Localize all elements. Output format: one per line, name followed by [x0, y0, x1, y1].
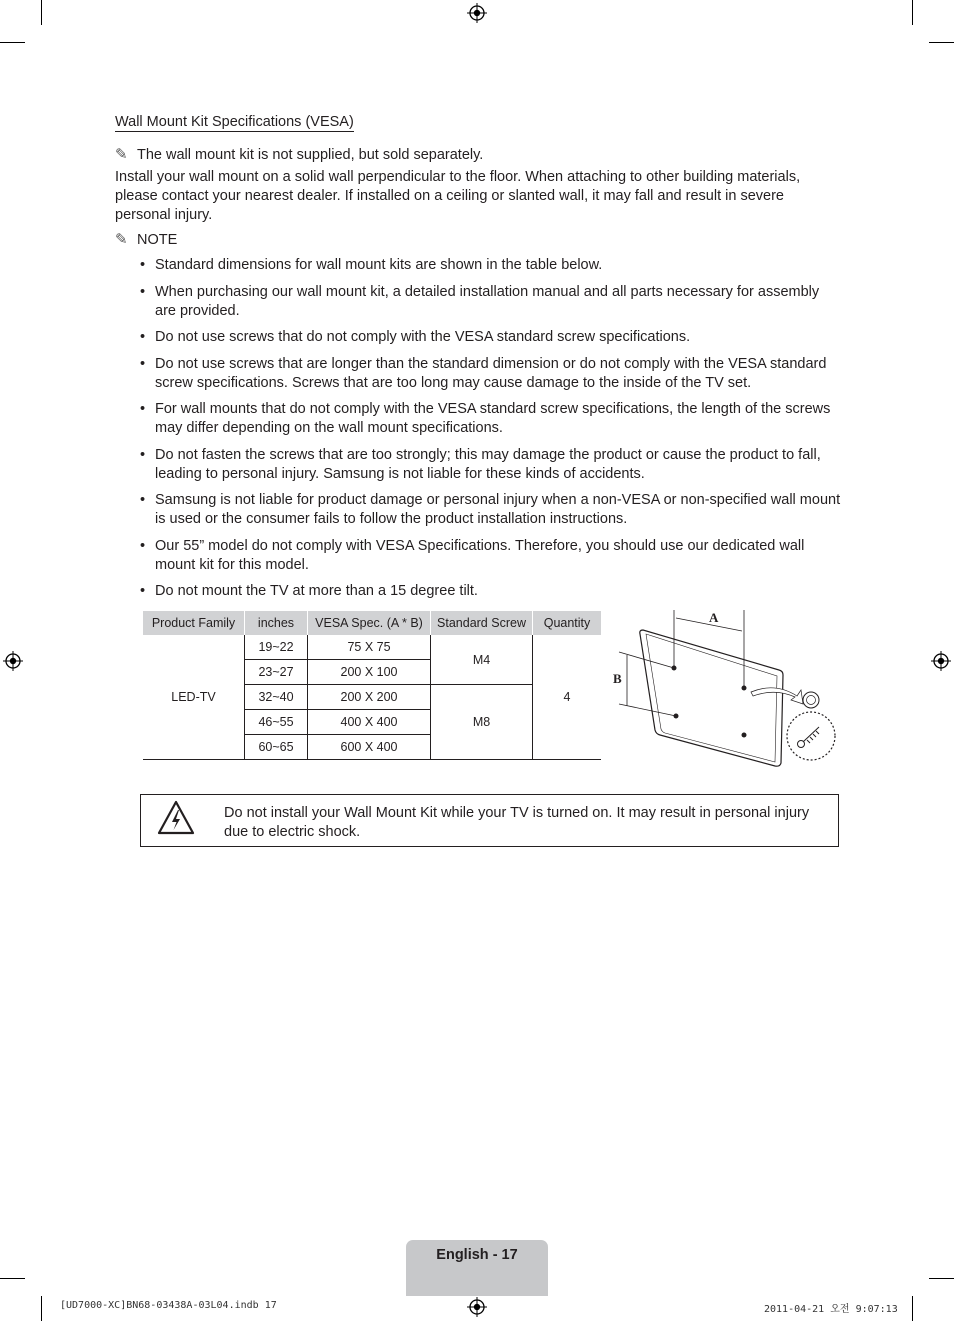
list-item: • Do not use screws that are longer than the standard dimension or do not comply with the VESA standard screw specifications. Screws that are too long may cause damage to the inside of the TV set.: [137, 355, 842, 393]
crop-mark: [912, 0, 913, 25]
pencil-note-icon: ✎: [115, 146, 128, 163]
screw-cap-icon: [803, 692, 819, 708]
list-item: • Do not use screws that do not comply with the VESA standard screw specifications.: [137, 328, 842, 347]
list-item: • Do not fasten the screws that are too strongly; this may damage the product or cause the product to fall, leading to personal injury. Samsung is not liable for these kinds of accidents.: [137, 446, 842, 484]
wall-mount-diagram: [605, 604, 845, 774]
column-header: VESA Spec. (A * B): [308, 611, 431, 635]
crop-mark: [41, 1296, 42, 1321]
registration-mark-icon: [467, 3, 487, 23]
print-slug-file: [UD7000-XC]BN68-03438A-03L04.indb 17: [60, 1300, 277, 1311]
list-item: • Do not mount the TV at more than a 15 degree tilt.: [137, 582, 842, 601]
crop-mark: [0, 42, 25, 43]
pencil-note-icon: ✎: [115, 231, 128, 248]
list-item: • Standard dimensions for wall mount kits are shown in the table below.: [137, 256, 842, 275]
supply-note: [115, 145, 483, 165]
screw-detail-icon: [787, 712, 835, 760]
inches-cell: 23~27: [245, 660, 308, 685]
install-paragraph: Install your wall mount on a solid wall perpendicular to the floor. When attaching to other building materials, please contact your nearest dealer. If installed on a ceiling or slanted wall, it may fall and result in severe personal injury.: [115, 169, 801, 223]
vesa-cell: 200 X 100: [308, 660, 431, 685]
product-family-cell: LED-TV: [143, 635, 245, 760]
warning-text: Do not install your Wall Mount Kit while your TV is turned on. It may result in personal injury due to electric shock.: [224, 805, 810, 840]
print-slug-date: 2011-04-21 오전 9:07:13: [764, 1304, 898, 1315]
inches-cell: 19~22: [245, 635, 308, 660]
tv-back-panel: [640, 630, 783, 766]
electric-shock-warning-icon: [157, 800, 195, 836]
crop-mark: [929, 1278, 954, 1279]
column-header: Standard Screw: [431, 611, 533, 635]
dimension-a-label: A: [709, 610, 719, 625]
quantity-cell: 4: [533, 635, 602, 760]
inches-cell: 60~65: [245, 735, 308, 760]
column-header: Quantity: [533, 611, 602, 635]
note-bullet-list: [137, 256, 842, 609]
vesa-cell: 200 X 200: [308, 685, 431, 710]
vesa-cell: 400 X 400: [308, 710, 431, 735]
inches-cell: 32~40: [245, 685, 308, 710]
list-item: • When purchasing our wall mount kit, a detailed installation manual and all parts necessary for assembly are provided.: [137, 283, 842, 321]
crop-mark: [912, 1296, 913, 1321]
inches-cell: 46~55: [245, 710, 308, 735]
section-title: Wall Mount Kit Specifications (VESA): [115, 114, 354, 130]
supply-note-text: The wall mount kit is not supplied, but sold separately.: [137, 147, 484, 163]
list-item: • For wall mounts that do not comply with the VESA standard screw specifications, the length of the screws may differ depending on the wall mount specifications.: [137, 400, 842, 438]
screw-cell: M8: [431, 685, 533, 760]
screw-cell: M4: [431, 635, 533, 685]
crop-mark: [929, 42, 954, 43]
column-header: Product Family: [143, 611, 245, 635]
vesa-cell: 600 X 400: [308, 735, 431, 760]
dimension-b-label: B: [613, 671, 622, 686]
registration-mark-icon: [467, 1297, 487, 1317]
table-row: [143, 635, 601, 660]
vesa-cell: 75 X 75: [308, 635, 431, 660]
list-item: • Samsung is not liable for product damage or personal injury when a non-VESA or non-specified wall mount is used or the consumer fails to follow the product installation instructions.: [137, 491, 842, 529]
crop-mark: [41, 0, 42, 25]
column-header: inches: [245, 611, 308, 635]
list-item: • Our 55” model do not comply with VESA Specifications. Therefore, you should use our dedicated wall mount kit for this model.: [137, 537, 842, 575]
table-header-row: [143, 611, 601, 635]
vesa-spec-table: [143, 611, 601, 760]
crop-mark: [0, 1278, 25, 1279]
note-heading: [115, 230, 177, 250]
note-label: NOTE: [137, 232, 178, 248]
registration-mark-icon: [931, 651, 951, 671]
registration-mark-icon: [3, 651, 23, 671]
page-number: English - 17: [436, 1247, 518, 1263]
